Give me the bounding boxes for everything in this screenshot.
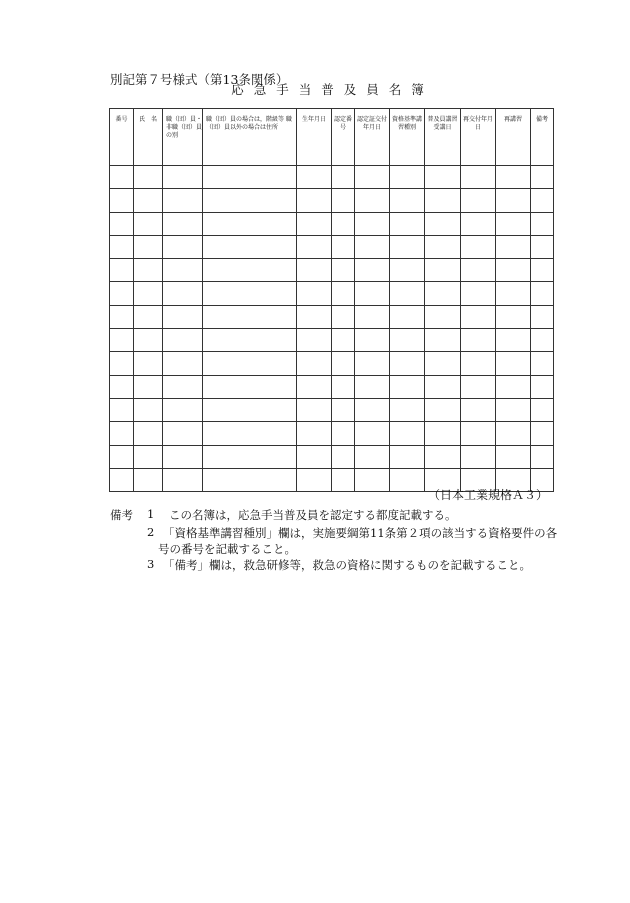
table-row xyxy=(110,282,554,305)
table-cell[interactable] xyxy=(163,422,203,445)
table-row xyxy=(110,445,554,468)
table-cell[interactable] xyxy=(390,235,425,258)
table-cell[interactable] xyxy=(531,398,554,421)
table-cell[interactable] xyxy=(531,422,554,445)
table-cell[interactable] xyxy=(531,235,554,258)
table-cell[interactable] xyxy=(461,329,496,352)
table-cell[interactable] xyxy=(390,468,425,491)
table-cell[interactable] xyxy=(110,235,134,258)
column-header: 認定証交付年月日 xyxy=(355,109,390,166)
table-cell[interactable] xyxy=(531,282,554,305)
table-cell[interactable] xyxy=(461,166,496,189)
table-cell[interactable] xyxy=(163,352,203,375)
table-cell[interactable] xyxy=(390,259,425,282)
table-cell[interactable] xyxy=(134,329,163,352)
table-cell[interactable] xyxy=(496,329,531,352)
table-row xyxy=(110,235,554,258)
column-header: 職（団）員の場合は，階級等 職（団）員以外の場合は住所 xyxy=(203,109,297,166)
table-cell[interactable] xyxy=(297,445,332,468)
table-cell[interactable] xyxy=(163,305,203,328)
table-cell[interactable] xyxy=(355,212,390,235)
table-cell[interactable] xyxy=(110,422,134,445)
table-cell[interactable] xyxy=(203,212,297,235)
table-cell[interactable] xyxy=(461,212,496,235)
table-cell[interactable] xyxy=(390,189,425,212)
table-cell[interactable] xyxy=(110,375,134,398)
table-cell[interactable] xyxy=(134,375,163,398)
table-cell[interactable] xyxy=(355,375,390,398)
table-cell[interactable] xyxy=(163,259,203,282)
table-cell[interactable] xyxy=(110,468,134,491)
table-cell[interactable] xyxy=(355,305,390,328)
column-header: 備考 xyxy=(531,109,554,166)
table-cell[interactable] xyxy=(355,422,390,445)
table-cell[interactable] xyxy=(332,375,355,398)
table-cell[interactable] xyxy=(355,259,390,282)
table-cell[interactable] xyxy=(203,375,297,398)
table-row xyxy=(110,375,554,398)
table-cell[interactable] xyxy=(332,422,355,445)
remark-text: 「資格基準講習種別」欄は，実施要綱第11条第２項の該当する資格要件の各 xyxy=(163,526,558,540)
table-cell[interactable] xyxy=(297,282,332,305)
table-cell[interactable] xyxy=(203,398,297,421)
table-cell[interactable] xyxy=(461,189,496,212)
table-cell[interactable] xyxy=(163,212,203,235)
table-cell[interactable] xyxy=(496,375,531,398)
table-cell[interactable] xyxy=(203,468,297,491)
table-cell[interactable] xyxy=(110,329,134,352)
table-row xyxy=(110,259,554,282)
table-cell[interactable] xyxy=(355,445,390,468)
table-cell[interactable] xyxy=(163,375,203,398)
table-row xyxy=(110,189,554,212)
table-cell[interactable] xyxy=(425,212,461,235)
table-cell[interactable] xyxy=(496,212,531,235)
table-cell[interactable] xyxy=(496,189,531,212)
table-cell[interactable] xyxy=(425,422,461,445)
table-cell[interactable] xyxy=(203,445,297,468)
table-cell[interactable] xyxy=(461,422,496,445)
table-cell[interactable] xyxy=(355,329,390,352)
table-row xyxy=(110,329,554,352)
table-cell[interactable] xyxy=(332,259,355,282)
table-cell[interactable] xyxy=(134,398,163,421)
table-cell[interactable] xyxy=(355,235,390,258)
table-cell[interactable] xyxy=(297,212,332,235)
table-cell[interactable] xyxy=(297,352,332,375)
table-cell[interactable] xyxy=(332,468,355,491)
remark-text: この名簿は，応急手当普及員を認定する都度記載する。 xyxy=(169,508,457,522)
column-header: 生年月日 xyxy=(297,109,332,166)
table-cell[interactable] xyxy=(110,282,134,305)
table-cell[interactable] xyxy=(110,305,134,328)
table-cell[interactable] xyxy=(390,212,425,235)
table-cell[interactable] xyxy=(496,235,531,258)
table-cell[interactable] xyxy=(390,352,425,375)
table-cell[interactable] xyxy=(110,398,134,421)
table-cell[interactable] xyxy=(461,398,496,421)
table-cell[interactable] xyxy=(297,189,332,212)
form-label: 別記第７号様式（第13条関係） xyxy=(110,72,289,87)
table-cell[interactable] xyxy=(496,445,531,468)
table-cell[interactable] xyxy=(531,166,554,189)
table-cell[interactable] xyxy=(390,445,425,468)
table-cell[interactable] xyxy=(163,445,203,468)
table-cell[interactable] xyxy=(496,352,531,375)
table-cell[interactable] xyxy=(110,352,134,375)
table-cell[interactable] xyxy=(390,305,425,328)
remark-number: 2 xyxy=(147,525,155,539)
table-cell[interactable] xyxy=(134,235,163,258)
column-header: 認定番号 xyxy=(332,109,355,166)
table-cell[interactable] xyxy=(332,398,355,421)
table-cell[interactable] xyxy=(203,166,297,189)
table-cell[interactable] xyxy=(110,259,134,282)
table-row xyxy=(110,166,554,189)
table-cell[interactable] xyxy=(425,352,461,375)
table-cell[interactable] xyxy=(461,235,496,258)
table-cell[interactable] xyxy=(355,352,390,375)
table-cell[interactable] xyxy=(461,282,496,305)
table-cell[interactable] xyxy=(134,422,163,445)
table-cell[interactable] xyxy=(297,468,332,491)
table-cell[interactable] xyxy=(332,305,355,328)
table-cell[interactable] xyxy=(425,445,461,468)
table-cell[interactable] xyxy=(531,329,554,352)
table-cell[interactable] xyxy=(203,305,297,328)
table-cell[interactable] xyxy=(134,352,163,375)
table-cell[interactable] xyxy=(297,305,332,328)
table-cell[interactable] xyxy=(355,398,390,421)
table-cell[interactable] xyxy=(332,329,355,352)
table-cell[interactable] xyxy=(332,352,355,375)
table-cell[interactable] xyxy=(390,329,425,352)
table-cell[interactable] xyxy=(425,329,461,352)
table-cell[interactable] xyxy=(203,352,297,375)
column-header: 再講習 xyxy=(496,109,531,166)
table-cell[interactable] xyxy=(531,259,554,282)
table-cell[interactable] xyxy=(134,212,163,235)
table-cell[interactable] xyxy=(134,305,163,328)
table-cell[interactable] xyxy=(203,282,297,305)
table-cell[interactable] xyxy=(297,422,332,445)
table-cell[interactable] xyxy=(531,375,554,398)
table-row xyxy=(110,212,554,235)
table-cell[interactable] xyxy=(461,259,496,282)
table-cell[interactable] xyxy=(496,398,531,421)
table-row xyxy=(110,305,554,328)
table-cell[interactable] xyxy=(203,422,297,445)
table-cell[interactable] xyxy=(134,445,163,468)
table-cell[interactable] xyxy=(332,235,355,258)
column-header: 再交付年月日 xyxy=(461,109,496,166)
column-header: 普及員講習受講日 xyxy=(425,109,461,166)
table-cell[interactable] xyxy=(332,445,355,468)
table-cell[interactable] xyxy=(163,398,203,421)
table-cell[interactable] xyxy=(531,189,554,212)
table-cell[interactable] xyxy=(134,282,163,305)
table-cell[interactable] xyxy=(425,398,461,421)
table-row xyxy=(110,422,554,445)
table-cell[interactable] xyxy=(390,375,425,398)
column-header: 氏 名 xyxy=(134,109,163,166)
table-cell[interactable] xyxy=(425,166,461,189)
table-row xyxy=(110,352,554,375)
table-cell[interactable] xyxy=(163,235,203,258)
page-title: 応急手当普及員名簿 xyxy=(231,82,434,97)
table-cell[interactable] xyxy=(110,445,134,468)
table-cell[interactable] xyxy=(390,422,425,445)
table-cell[interactable] xyxy=(297,329,332,352)
table-cell[interactable] xyxy=(531,445,554,468)
table-cell[interactable] xyxy=(496,282,531,305)
remarks-heading: 備考 xyxy=(110,508,133,522)
table-cell[interactable] xyxy=(425,282,461,305)
table-cell[interactable] xyxy=(134,166,163,189)
table-cell[interactable] xyxy=(496,166,531,189)
table-cell[interactable] xyxy=(297,375,332,398)
table-cell[interactable] xyxy=(390,282,425,305)
table-cell[interactable] xyxy=(425,375,461,398)
table-cell[interactable] xyxy=(163,282,203,305)
column-header: 資格基準講習種別 xyxy=(390,109,425,166)
table-cell[interactable] xyxy=(461,352,496,375)
table-cell[interactable] xyxy=(203,259,297,282)
roster-table xyxy=(109,108,554,492)
table-cell[interactable] xyxy=(531,212,554,235)
table-cell[interactable] xyxy=(531,305,554,328)
table-cell[interactable] xyxy=(297,166,332,189)
remark-text-continued: 号の番号を記載すること。 xyxy=(158,542,296,556)
table-cell[interactable] xyxy=(496,305,531,328)
table-row xyxy=(110,398,554,421)
table-cell[interactable] xyxy=(425,189,461,212)
column-header: 番号 xyxy=(110,109,134,166)
table-cell[interactable] xyxy=(134,468,163,491)
table-cell[interactable] xyxy=(163,189,203,212)
table-cell[interactable] xyxy=(496,259,531,282)
table-cell[interactable] xyxy=(332,189,355,212)
table-cell[interactable] xyxy=(203,329,297,352)
table-cell[interactable] xyxy=(461,305,496,328)
column-header: 職（団）員・非職（団）員の別 xyxy=(163,109,203,166)
table-cell[interactable] xyxy=(134,189,163,212)
table-cell[interactable] xyxy=(355,282,390,305)
table-cell[interactable] xyxy=(110,212,134,235)
table-cell[interactable] xyxy=(355,166,390,189)
table-cell[interactable] xyxy=(355,468,390,491)
table-cell[interactable] xyxy=(203,189,297,212)
table-cell[interactable] xyxy=(496,422,531,445)
table-cell[interactable] xyxy=(297,259,332,282)
remark-text: 「備考」欄は，救急研修等，救急の資格に関するものを記載すること。 xyxy=(163,558,531,572)
table-cell[interactable] xyxy=(425,259,461,282)
table-cell[interactable] xyxy=(297,398,332,421)
table-cell[interactable] xyxy=(531,352,554,375)
table-cell[interactable] xyxy=(355,189,390,212)
table-cell[interactable] xyxy=(461,375,496,398)
table-cell[interactable] xyxy=(110,166,134,189)
table-cell[interactable] xyxy=(332,212,355,235)
table-cell[interactable] xyxy=(425,235,461,258)
table-cell[interactable] xyxy=(297,235,332,258)
table-cell[interactable] xyxy=(461,445,496,468)
table-cell[interactable] xyxy=(390,398,425,421)
table-cell[interactable] xyxy=(163,468,203,491)
table-cell[interactable] xyxy=(390,166,425,189)
table-cell[interactable] xyxy=(425,305,461,328)
remark-number: 3 xyxy=(147,557,155,571)
table-cell[interactable] xyxy=(163,329,203,352)
table-cell[interactable] xyxy=(332,166,355,189)
table-cell[interactable] xyxy=(203,235,297,258)
table-cell[interactable] xyxy=(163,166,203,189)
table-cell[interactable] xyxy=(110,189,134,212)
paper-size-note: （日本工業規格Ａ３） xyxy=(428,488,549,502)
table-cell[interactable] xyxy=(332,282,355,305)
table-cell[interactable] xyxy=(134,259,163,282)
remark-number: 1 xyxy=(147,507,155,521)
